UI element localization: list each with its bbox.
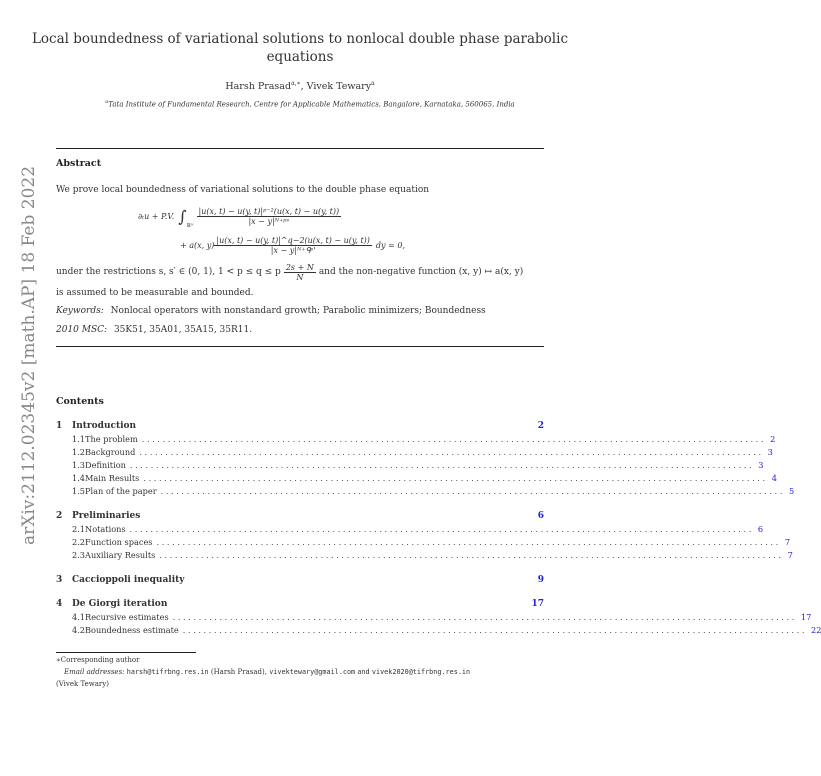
toc-number: 2.2	[72, 537, 86, 547]
toc-section[interactable]	[56, 511, 544, 523]
toc-label: De Giorgi iteration	[72, 599, 168, 609]
toc-number: 4	[56, 599, 63, 609]
toc-number: 1.4	[72, 473, 86, 483]
toc-page-link[interactable]: 2	[770, 434, 776, 444]
toc-leader-dots: ........................................................................................................................	[129, 524, 754, 534]
msc-text: 35K51, 35A01, 35A15, 35R11.	[113, 325, 253, 335]
toc-page-link[interactable]: 9	[537, 575, 544, 585]
eq-fraction-2	[214, 236, 372, 255]
eq-integral: ∫	[178, 206, 187, 226]
restrictions-numerator: 2s + N	[285, 262, 314, 272]
toc-label: Caccioppoli inequality	[72, 575, 185, 585]
contents-heading: Contents	[56, 396, 104, 407]
toc-leader-dots: ........................................................................................................................	[182, 625, 808, 635]
toc-label: Plan of the paper	[85, 486, 157, 496]
author-2-sup: a	[371, 80, 375, 87]
toc-page-link[interactable]: 7	[784, 537, 791, 547]
toc-page-link[interactable]: 3	[767, 447, 773, 457]
restrictions-text-2: and the non-negative function (x, y) ↦ a(x, y)	[318, 267, 524, 277]
toc-label: Background	[85, 447, 136, 457]
msc	[56, 325, 252, 335]
toc-number: 2	[56, 511, 63, 521]
toc-page-link[interactable]: 17	[800, 612, 812, 622]
toc-label: Main Results	[85, 473, 140, 483]
restrictions-text: under the restrictions s, s′ ∈ (0, 1), 1 < p ≤ q ≤ p	[56, 267, 281, 277]
email-link-3[interactable]: vivek2020@tifrbng.res.in	[371, 668, 471, 676]
author-1: Harsh Prasad	[225, 81, 292, 93]
eq-numerator-2: |u(x, t) − u(y, t)|^q−2(u(x, t) − u(y, t))	[216, 235, 370, 245]
toc-page-link[interactable]: 6	[757, 524, 764, 534]
toc-subsection[interactable]	[56, 486, 795, 498]
eq-fraction-1	[197, 207, 342, 226]
footnote-rule	[56, 652, 196, 653]
toc-subsection[interactable]	[56, 460, 764, 472]
toc-subsection[interactable]	[56, 447, 773, 459]
affiliation	[60, 99, 560, 108]
email-owner-1: (Harsh Prasad),	[210, 668, 267, 676]
toc-number: 2.3	[72, 550, 86, 560]
affiliation-sup: a	[105, 99, 109, 105]
email-link-1[interactable]: harsh@tifrbng.res.in	[126, 668, 209, 676]
footnote-emails	[56, 668, 544, 676]
toc-number: 1.3	[72, 460, 86, 470]
toc-label: The problem	[85, 434, 138, 444]
toc-leader-dots: ........................................................................................................................	[160, 486, 785, 496]
arxiv-stamp: arXiv:2112.02345v2 [math.AP] 18 Feb 2022	[19, 165, 39, 545]
eq-denominator-1: |x − y|ᴺ⁺ᵖˢ	[248, 216, 290, 226]
eq-end: dy = 0,	[375, 240, 405, 250]
toc-label: Recursive estimates	[85, 612, 169, 622]
toc-page-link[interactable]: 4	[771, 473, 777, 483]
emails-label: Email addresses:	[64, 668, 125, 676]
email-and: and	[357, 668, 370, 676]
eq-integral-domain: ℝᴺ	[186, 223, 194, 229]
toc-page-link[interactable]: 2	[537, 421, 544, 431]
title-line-1: Local boundedness of variational solutions to nonlocal double phase parabolic	[31, 31, 569, 47]
toc-subsection[interactable]	[56, 434, 776, 446]
abstract-bottom-rule	[56, 346, 544, 347]
toc-page-link[interactable]: 5	[788, 486, 795, 496]
eq-numerator-1: |u(x, t) − u(y, t)|ᵖ⁻²(u(x, t) − u(y, t))	[198, 206, 340, 216]
equation-line-1	[138, 203, 538, 229]
toc-subsection[interactable]	[56, 473, 777, 485]
restrictions-denominator: N	[296, 272, 304, 282]
email-link-2[interactable]: vivektewary@gmail.com	[269, 668, 356, 676]
toc-label: Definition	[85, 460, 126, 470]
toc-subsection[interactable]	[56, 524, 764, 536]
toc-leader-dots: ........................................................................................................................	[139, 447, 764, 457]
abstract-heading: Abstract	[56, 158, 102, 169]
keywords-label: Keywords:	[56, 306, 104, 316]
toc-subsection[interactable]	[56, 550, 793, 562]
abstract-top-rule	[56, 148, 544, 149]
keywords-text: Nonlocal operators with nonstandard growth; Parabolic minimizers; Boundedness	[110, 306, 486, 316]
eq-denominator-2: |x − y|ᴺ⁺ᑫˢ'	[270, 245, 316, 255]
toc-number: 2.1	[72, 524, 86, 534]
toc-number: 4.1	[72, 612, 86, 622]
toc-number: 1.2	[72, 447, 86, 457]
abstract-intro: We prove local boundedness of variational solutions to the double phase equation	[56, 185, 430, 195]
toc-subsection[interactable]	[56, 537, 791, 549]
affiliation-text: Tata Institute of Fundamental Research, Centre for Applicable Mathematics, Bangalore, Karnataka, 560065, India	[108, 100, 515, 109]
msc-label: 2010 MSC:	[56, 325, 108, 335]
toc-subsection[interactable]	[56, 612, 812, 624]
keywords	[56, 306, 486, 316]
restrictions-line-2: is assumed to be measurable and bounded.	[56, 288, 254, 298]
toc-section[interactable]	[56, 575, 544, 587]
toc-label: Preliminaries	[72, 511, 141, 521]
author-1-sup: a,∗	[291, 80, 301, 87]
authors	[0, 80, 600, 92]
toc-leader-dots: ........................................................................................................................	[143, 473, 768, 483]
eq-plus-term: + a(x, y)	[180, 240, 215, 250]
paper-title	[0, 30, 600, 66]
eq-lhs: ∂ₜu + P.V.	[138, 211, 175, 221]
toc-section[interactable]	[56, 599, 544, 611]
toc-page-link[interactable]: 3	[758, 460, 764, 470]
toc-leader-dots: ........................................................................................................................	[141, 434, 767, 444]
toc-number: 1.1	[72, 434, 86, 444]
toc-number: 3	[56, 575, 63, 585]
toc-page-link[interactable]: 6	[537, 511, 544, 521]
toc-label: Boundedness estimate	[85, 625, 179, 635]
author-2: , Vivek Tewary	[300, 81, 372, 93]
toc-label: Introduction	[72, 421, 137, 431]
toc-page-link[interactable]: 22	[811, 625, 821, 635]
restrictions-line	[56, 260, 546, 284]
restrictions-fraction	[284, 263, 316, 282]
toc-page-link[interactable]: 17	[531, 599, 544, 609]
toc-number: 1.5	[72, 486, 86, 496]
toc-section[interactable]	[56, 421, 544, 433]
footnote-owner-2: (Vivek Tewary)	[56, 680, 109, 688]
title-line-2: equations	[266, 49, 334, 65]
toc-page-link[interactable]: 7	[787, 550, 793, 560]
toc-leader-dots: ........................................................................................................................	[172, 612, 797, 622]
toc-leader-dots: ........................................................................................................................	[159, 550, 784, 560]
toc-number: 4.2	[72, 625, 86, 635]
toc-leader-dots: ........................................................................................................................	[156, 537, 781, 547]
toc-label: Function spaces	[85, 537, 153, 547]
toc-number: 1	[56, 421, 63, 431]
footnote-corresponding: ∗Corresponding author	[56, 656, 140, 664]
toc-leader-dots: ........................................................................................................................	[129, 460, 755, 470]
toc-label: Notations	[85, 524, 126, 534]
equation-line-2	[180, 232, 540, 258]
toc-subsection[interactable]	[56, 625, 821, 637]
toc-label: Auxiliary Results	[85, 550, 156, 560]
